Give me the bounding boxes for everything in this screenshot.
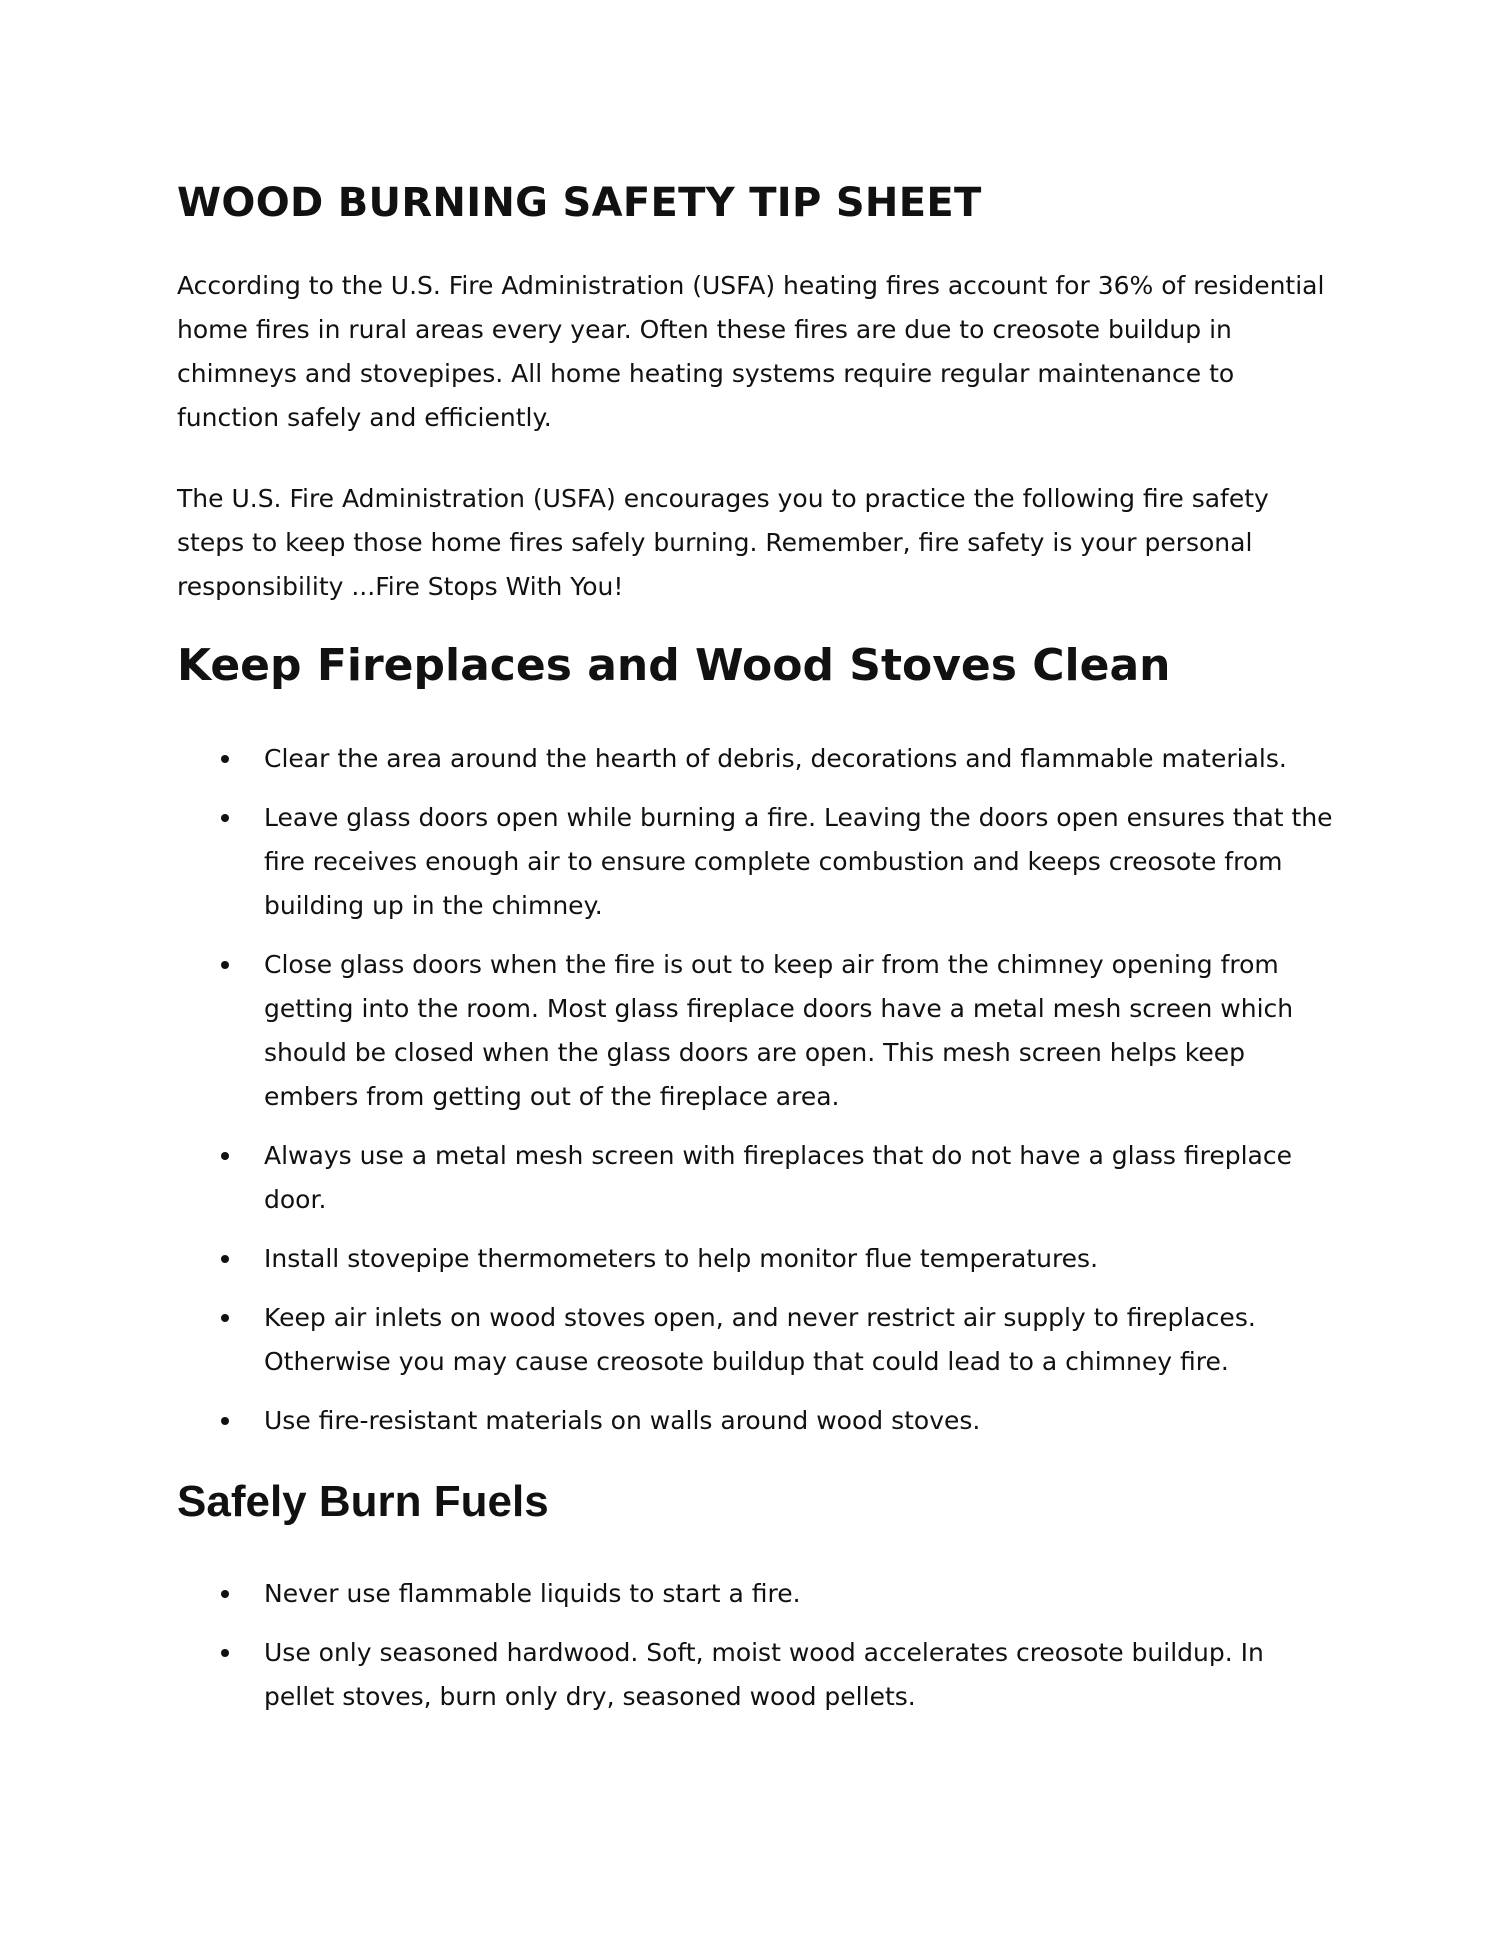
list-item-text: Use fire-resistant materials on walls around wood stoves.	[264, 1406, 981, 1435]
list-item	[177, 1134, 1337, 1222]
list-item	[177, 1237, 1337, 1281]
list-item	[177, 1296, 1337, 1384]
intro-paragraph: According to the U.S. Fire Administration (USFA) heating fires account for 36% of residential home fires in rural areas every year. Often these fires are due to creosote buildup in chimneys and stovepipes. All home heating systems require regular maintenance to function safely and efficiently.	[177, 271, 1325, 432]
list-item	[177, 1572, 1337, 1616]
list-item-text: Keep air inlets on wood stoves open, and never restrict air supply to fireplaces. Otherwise you may cause creosote buildup that could lead to a chimney fire.	[264, 1303, 1256, 1376]
bullet-icon	[221, 814, 229, 822]
list-item-text: Clear the area around the hearth of debris, decorations and flammable materials.	[264, 744, 1287, 773]
document-title: WOOD BURNING SAFETY TIP SHEET	[177, 180, 982, 226]
bullet-icon	[221, 1152, 229, 1160]
bullet-list-keep-clean	[177, 737, 1337, 1458]
list-item-text: Close glass doors when the fire is out to keep air from the chimney opening from getting into the room. Most glass fireplace doors have a metal mesh screen which should be closed when the glass doors are open. This mesh screen helps keep embers from getting out of the fireplace area.	[264, 950, 1294, 1111]
list-item	[177, 943, 1337, 1119]
bullet-list-safely-burn	[177, 1572, 1337, 1734]
list-item-text: Always use a metal mesh screen with fireplaces that do not have a glass fireplace door.	[264, 1141, 1292, 1214]
bullet-icon	[221, 1314, 229, 1322]
list-item	[177, 796, 1337, 928]
list-item	[177, 1631, 1337, 1719]
bullet-icon	[221, 1590, 229, 1598]
list-item	[177, 737, 1337, 781]
list-item	[177, 1399, 1337, 1443]
bullet-icon	[221, 1417, 229, 1425]
bullet-icon	[221, 961, 229, 969]
bullet-icon	[221, 755, 229, 763]
bullet-icon	[221, 1255, 229, 1263]
list-item-text: Use only seasoned hardwood. Soft, moist wood accelerates creosote buildup. In pellet stoves, burn only dry, seasoned wood pellets.	[264, 1638, 1264, 1711]
section-heading-safely-burn: Safely Burn Fuels	[177, 1477, 549, 1526]
section-heading-keep-clean: Keep Fireplaces and Wood Stoves Clean	[177, 640, 1171, 691]
list-item-text: Install stovepipe thermometers to help monitor flue temperatures.	[264, 1244, 1099, 1273]
list-item-text: Leave glass doors open while burning a fire. Leaving the doors open ensures that the fire receives enough air to ensure complete combustion and keeps creosote from building up in the chimney.	[264, 803, 1333, 920]
intro-paragraph: The U.S. Fire Administration (USFA) encourages you to practice the following fire safety steps to keep those home fires safely burning. Remember, fire safety is your personal responsibility ...Fire Stops With You!	[177, 484, 1269, 601]
list-item-text: Never use flammable liquids to start a fire.	[264, 1579, 801, 1608]
bullet-icon	[221, 1649, 229, 1657]
